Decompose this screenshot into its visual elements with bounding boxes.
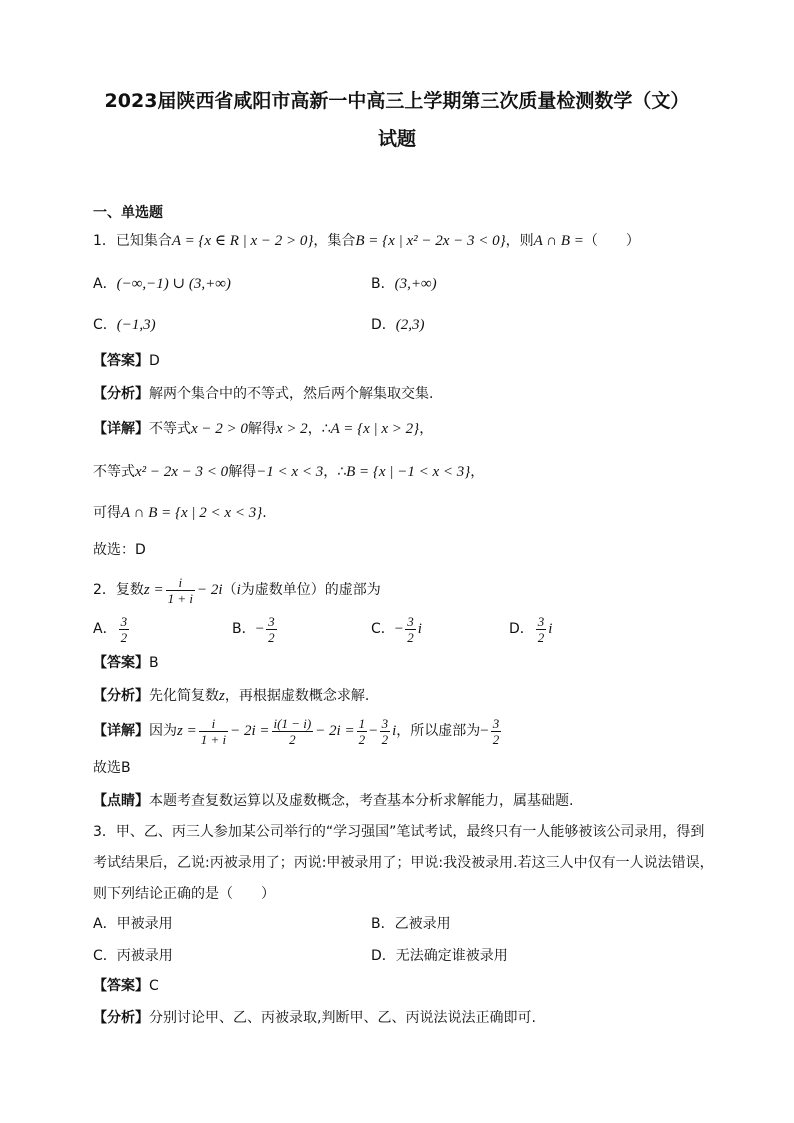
q1-option-c-value: (−1,3) [116, 317, 156, 333]
fraction-denominator: 1 + i [167, 590, 194, 606]
q2-paren-open: （ [222, 582, 237, 598]
minus-sign: − [480, 723, 489, 739]
q2-option-d-fraction [536, 614, 547, 645]
q3-analysis-tag: 【分析】 [93, 1010, 149, 1026]
minus-sign: − [394, 621, 404, 637]
document-title-line2: 试题 [377, 128, 416, 150]
question-1-stem [93, 231, 640, 251]
q1-detail-line2 [93, 462, 484, 482]
q1-detail-text: . [262, 505, 267, 521]
q1-option-a [93, 274, 231, 294]
minus-sign: − [255, 621, 265, 637]
q1-option-d [371, 315, 425, 335]
fraction-denominator: 2 [492, 731, 500, 747]
q2-detail-fraction [357, 716, 368, 747]
q1-detail-text: ，∴ [323, 464, 347, 480]
q2-option-c-fraction [405, 614, 416, 645]
q1-detail-math: x − 2 > 0 [191, 421, 248, 437]
q1-answer [93, 351, 160, 371]
q1-detail-math: A ∩ B = {x | 2 < x < 3} [121, 505, 263, 521]
fraction-denominator: 2 [289, 731, 296, 747]
q1-option-d-value: (2,3) [395, 317, 425, 333]
q1-detail-text: ， [419, 421, 434, 437]
q2-detail-math: z = [177, 723, 197, 739]
fraction-numerator: 3 [492, 715, 500, 731]
q1-set-a: A = {x ∈ R | x − 2 > 0} [171, 233, 314, 249]
q1-detail-math: B = {x | −1 < x < 3} [346, 464, 471, 480]
q3-option-d: D．无法确定谁被录用 [371, 948, 508, 964]
q1-detail-text: 不等式 [93, 464, 135, 480]
q2-detail-math: − 2i = [230, 723, 270, 739]
q1-detail-text: 不等式 [149, 421, 191, 437]
q2-detail-fraction [199, 716, 228, 747]
fraction-numerator: 3 [407, 613, 414, 629]
q2-stem-prefix: 2．复数 [93, 582, 144, 598]
q1-option-a-value: (−∞,−1) ∪ (3,+∞) [116, 276, 231, 292]
q1-analysis-text: 解两个集合中的不等式，然后两个解集取交集. [149, 386, 434, 402]
q2-option-c-label: C． [371, 621, 395, 637]
q2-detail-fraction [380, 716, 391, 747]
q1-option-b [371, 274, 437, 294]
q2-option-c [371, 613, 422, 645]
q1-detail-math: x² − 2x − 3 < 0 [135, 464, 229, 480]
q2-option-a-fraction [119, 614, 130, 645]
fraction-denominator: 2 [407, 629, 414, 645]
q2-option-b-fraction [266, 614, 277, 645]
q1-option-a-label: A． [93, 276, 117, 292]
q3-answer [93, 976, 159, 996]
q2-comment-text: 本题考查复数运算以及虚数概念，考查基本分析求解能力，属基础题. [149, 793, 574, 809]
fraction-denominator: 2 [120, 629, 128, 645]
q2-option-d [509, 613, 552, 645]
q1-detail-tag: 【详解】 [93, 421, 149, 437]
q3-analysis [93, 1008, 536, 1028]
fraction-numerator: i(1 − i) [273, 715, 312, 731]
q1-detail-line1 [93, 419, 433, 439]
fraction-numerator: i [199, 716, 228, 732]
q1-stem-suffix: ，则 [505, 233, 534, 249]
q1-answer-tag: 【答案】 [93, 353, 149, 369]
q2-i-symbol: i [236, 582, 241, 598]
q2-analysis-text: ，再根据虚数概念求解. [224, 688, 370, 704]
fraction-denominator: 2 [537, 629, 545, 645]
q2-answer-tag: 【答案】 [93, 655, 149, 671]
q1-detail-text: 解得 [247, 421, 276, 437]
q1-detail-text: ， [470, 464, 485, 480]
q2-option-a-label: A． [93, 621, 117, 637]
q1-detail-math: A = {x | x > 2} [330, 421, 420, 437]
q1-detail-text: ，∴ [307, 421, 331, 437]
q3-option-a: A．甲被录用 [93, 916, 173, 932]
q2-detail-text: ，所以虚部为 [396, 723, 481, 739]
fraction-numerator: 1 [358, 715, 366, 731]
q3-option-b: B．乙被录用 [371, 916, 451, 932]
imaginary-unit: i [392, 723, 397, 739]
q1-detail-line3 [93, 503, 267, 523]
fraction-denominator: 2 [358, 731, 366, 747]
q1-answer-value: D [149, 353, 160, 369]
q1-detail-text: 解得 [228, 464, 257, 480]
fraction-denominator: 2 [268, 629, 275, 645]
q2-option-b [232, 613, 279, 645]
fraction-numerator: 3 [120, 613, 128, 629]
q2-detail-math: − 2i = [315, 723, 355, 739]
q2-option-a [93, 613, 131, 645]
q2-minus-2i: − 2i [197, 582, 223, 598]
q3-analysis-text: 分别讨论甲、乙、丙被录取,判断甲、乙、丙说法说法正确即可. [149, 1010, 536, 1026]
question-3-stem-line2: 考试结果后，乙说:丙被录用了；丙说:甲被录用了；甲说:我没被录用.若这三人中仅有一人说法错误， [93, 855, 714, 871]
question-2-stem [93, 574, 381, 606]
q1-analysis [93, 384, 433, 404]
q2-analysis-tag: 【分析】 [93, 688, 149, 704]
q2-comment-tag: 【点睛】 [93, 793, 149, 809]
q1-detail-text: 可得 [93, 505, 121, 521]
q1-option-b-label: B． [371, 276, 395, 292]
section-heading: 一、单选题 [93, 205, 163, 221]
fraction-numerator: i [166, 575, 195, 591]
q1-stem-prefix: 1．已知集合 [93, 233, 172, 249]
q1-stem-mid: ，集合 [313, 233, 356, 249]
q1-set-b: B = {x | x² − 2x − 3 < 0} [355, 233, 506, 249]
q2-answer-value: B [149, 655, 159, 671]
fraction-numerator: 3 [537, 613, 545, 629]
fraction-numerator: 3 [381, 715, 389, 731]
q1-option-c [93, 315, 156, 335]
q1-option-c-label: C． [93, 317, 117, 333]
q2-z-eq: z = [143, 582, 164, 598]
q1-detail-math: x > 2 [275, 421, 308, 437]
q2-answer [93, 653, 159, 673]
q1-option-b-value: (3,+∞) [394, 276, 437, 292]
q2-detail-text: 因为 [149, 723, 177, 739]
document-title-line1: 2023届陕西省咸阳市高新一中高三上学期第三次质量检测数学（文） [104, 90, 690, 112]
q2-stem-suffix: 为虚数单位）的虚部为 [240, 582, 381, 598]
q3-option-c: C．丙被录用 [93, 948, 173, 964]
question-3-stem-line1: 3．甲、乙、丙三人参加某公司举行的“学习强国”笔试考试，最终只有一人能够被该公司录用，得到 [93, 824, 705, 840]
q3-answer-tag: 【答案】 [93, 978, 149, 994]
q2-analysis [93, 686, 369, 706]
q2-analysis-text: 先化简复数 [149, 688, 219, 704]
q1-detail-math: −1 < x < 3 [256, 464, 324, 480]
q2-fraction [166, 575, 195, 606]
q2-option-d-label: D． [509, 621, 534, 637]
q3-answer-value: C [149, 978, 159, 994]
q1-analysis-tag: 【分析】 [93, 386, 149, 402]
q1-option-d-label: D． [371, 317, 396, 333]
q2-option-b-label: B． [232, 621, 256, 637]
fraction-denominator: 1 + i [200, 731, 227, 747]
imaginary-unit: i [548, 621, 553, 637]
q2-conclusion: 故选B [93, 760, 131, 776]
q2-analysis-math: z [219, 688, 225, 704]
q1-expression: A ∩ B = [533, 233, 584, 249]
question-3-stem-line3: 则下列结论正确的是（ ） [93, 886, 275, 902]
q1-conclusion: 故选：D [93, 542, 146, 558]
q2-detail-fraction [491, 716, 502, 747]
q2-comment [93, 791, 573, 811]
minus-sign: − [369, 723, 378, 739]
imaginary-unit: i [417, 621, 422, 637]
q2-detail-fraction [272, 716, 314, 747]
q2-detail-tag: 【详解】 [93, 723, 149, 739]
q1-paren: （ ） [583, 233, 640, 249]
q2-detail [93, 714, 503, 748]
fraction-numerator: 3 [268, 613, 275, 629]
fraction-denominator: 2 [381, 731, 389, 747]
